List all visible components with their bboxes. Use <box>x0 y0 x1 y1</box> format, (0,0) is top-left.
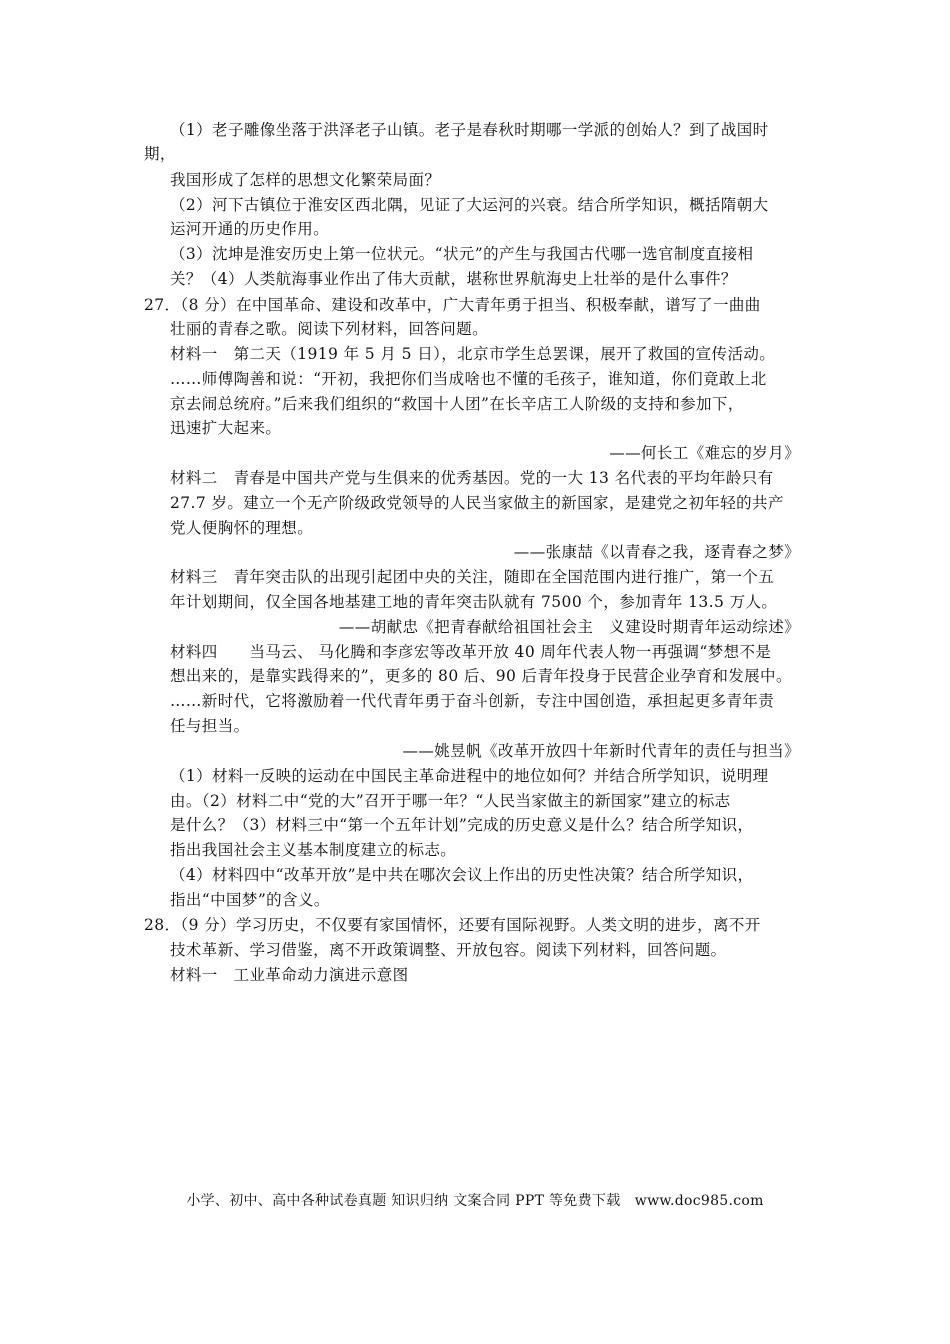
q27-material3-line2: 年计划期间，仅全国各地基建工地的青年突击队就有 7500 个，参加青年 13.5 万人。 <box>170 593 778 611</box>
q27-intro-line2: 壮丽的青春之歌。阅读下列材料，回答问题。 <box>170 320 489 338</box>
q26-part1-line3: 我国形成了怎样的思想文化繁荣局面？ <box>170 171 441 189</box>
q27-material2-line3: 党人便胸怀的理想。 <box>170 519 314 537</box>
q26-part2-line2: 运河开通的历史作用。 <box>170 220 330 238</box>
q26-part2-line1: （2）河下古镇位于淮安区西北隅，见证了大运河的兴衰。结合所学知识，概括隋朝大 <box>170 196 769 214</box>
q27-material3-source: ——胡献忠《把青春献给祖国社会主 义建设时期青年运动综述》 <box>338 618 800 636</box>
q27-material1-source: ——何长工《难忘的岁月》 <box>609 444 800 462</box>
q27-questions-line1: （1）材料一反映的运动在中国民主革命进程中的地位如何？并结合所学知识，说明理 <box>170 767 769 785</box>
q26-part1-line1: （1）老子雕像坐落于洪泽老子山镇。老子是春秋时期哪一学派的创始人？到了战国时 <box>170 121 769 139</box>
q27-material3-line1: 材料三 青年突击队的出现引起团中央的关注，随即在全国范围内进行推广，第一个五 <box>170 568 775 586</box>
q27-material2-line2: 27.7 岁。建立一个无产阶级政党领导的人民当家做主的新国家，是建党之初年轻的共产 <box>170 494 784 512</box>
q27-questions-line3: 是什么？（3）材料三中“第一个五年计划”完成的历史意义是什么？结合所学知识， <box>170 816 754 834</box>
q27-intro-line1: 27．（8 分）在中国革命、建设和改革中，广大青年勇于担当、积极奉献，谱写了一曲曲 <box>144 296 761 314</box>
q27-questions-line2: 由。（2）材料二中“党的大”召开于哪一年？“人民当家做主的新国家”建立的标志 <box>170 792 731 810</box>
q27-material2-source: ——张康喆《以青春之我，逐青春之梦》 <box>513 543 800 561</box>
q26-part3-line1: （3）沈坤是淮安历史上第一位状元。“状元”的产生与我国古代哪一选官制度直接相 <box>170 245 754 263</box>
q28-material1-title: 材料一 工业革命动力演进示意图 <box>170 966 409 984</box>
q27-material4-line2: 想出来的，是靠实践得来的”，更多的 80 后、90 后青年投身于民营企业孕育和发展中。 <box>170 667 792 685</box>
q27-questions-line4: 指出我国社会主义基本制度建立的标志。 <box>170 841 457 859</box>
q27-question4-line1: （4）材料四中“改革开放”是中共在哪次会议上作出的历史性决策？结合所学知识， <box>170 866 754 884</box>
page-footer: 小学、初中、高中各种试卷真题 知识归纳 文案合同 PPT 等免费下载 www.doc985.com <box>186 1193 764 1209</box>
q27-question4-line2: 指出“中国梦”的含义。 <box>170 891 330 909</box>
q27-material1-line4: 迅速扩大起来。 <box>170 419 282 437</box>
q27-material4-source: ——姚昱帆《改革开放四十年新时代青年的责任与担当》 <box>402 742 800 760</box>
q27-material4-line3: ……新时代，它将激励着一代代青年勇于奋斗创新，专注中国创造，承担起更多青年责 <box>170 692 775 710</box>
q27-material1-line2: ……师傅陶善和说：“开初，我把你们当成啥也不懂的毛孩子，谁知道，你们竟敢上北 <box>170 370 767 388</box>
q26-part3-line2: 关？（4）人类航海事业作出了伟大贡献，堪称世界航海史上壮举的是什么事件？ <box>170 270 737 288</box>
q27-material1-line1: 材料一 第二天（1919 年 5 月 5 日），北京市学生总罢课，展开了救国的宣传活动。 <box>170 345 776 363</box>
q27-material2-line1: 材料二 青春是中国共产党与生俱来的优秀基因。党的一大 13 名代表的平均年龄只有 <box>170 469 774 487</box>
q27-material4-line1: 材料四 当马云、 马化腾和李彦宏等改革开放 40 周年代表人物一再强调“梦想不是 <box>170 643 772 661</box>
q28-intro-line2: 技术革新、学习借鉴，离不开政策调整、开放包容。阅读下列材料，回答问题。 <box>170 941 727 959</box>
q28-intro-line1: 28．（9 分）学习历史，不仅要有家国情怀，还要有国际视野。人类文明的进步，离不开 <box>144 916 761 934</box>
q27-material1-line3: 京去闹总统府。”后来我们组织的“救国十人团”在长辛店工人阶级的支持和参加下， <box>170 395 744 413</box>
q27-material4-line4: 任与担当。 <box>170 717 250 735</box>
q26-part1-line2: 期， <box>144 145 176 163</box>
